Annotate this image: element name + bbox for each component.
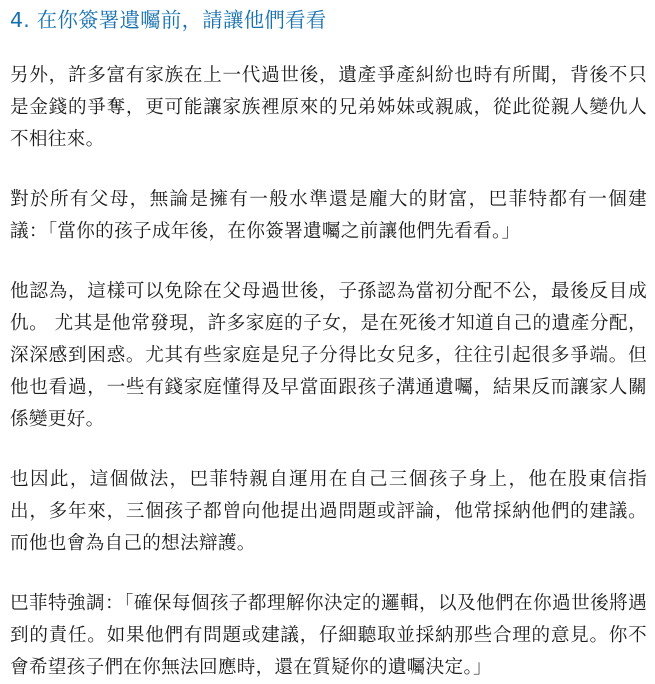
paragraph-inheritance-disputes: 另外，許多富有家族在上一代過世後，遺產爭產糾紛也時有所聞，背後不只是金錢的爭奪，更可能讓家族裡原來的兄弟姊妹或親戚，從此從親人變仇人不相往來。: [10, 65, 647, 150]
paragraph-buffett-advice: 對於所有父母，無論是擁有一般水準還是龐大的財富，巴菲特都有一個建議：「當你的孩子成年後，在你簽署遺囑之前讓他們先看看。」: [10, 189, 647, 242]
paragraph-buffett-quote: 巴菲特強調：「確保每個孩子都理解你決定的邏輯，以及他們在你過世後將遇到的責任。如果他們有問題或建議，仔細聽取並採納那些合理的意見。你不會希望孩子們在你無法回應時，還在質疑你的遺囑決定。」: [10, 593, 647, 678]
paragraph-own-children: 也因此，這個做法，巴菲特親自運用在自己三個孩子身上，他在股東信指出，多年來，三個孩子都曾向他提出過問題或評論，他常採納他們的建議。而他也會為自己的想法辯護。: [10, 469, 647, 554]
paragraph-avoid-conflict: 他認為，這樣可以免除在父母過世後，子孫認為當初分配不公，最後反目成仇。 尤其是他常發現，許多家庭的子女，是在死後才知道自己的遺產分配，深深感到困惑。尤其有些家庭是兒子分得比女兒多，往往引起很多爭端。但他也看過，一些有錢家庭懂得及早當面跟孩子溝通遺囑，結果反而讓家人關係變更好。: [10, 281, 647, 430]
section-heading: 4. 在你簽署遺囑前，請讓他們看看: [10, 8, 327, 32]
